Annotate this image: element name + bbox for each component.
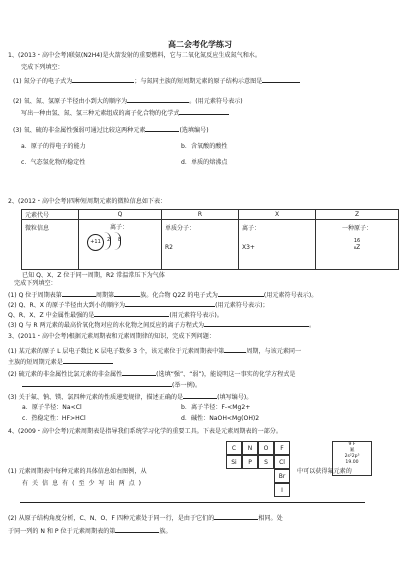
q1-stem: 1、(2013・高中会考)联氨(N2H4)是火箭发射的重要燃料，它与二氧化氮反应生成氮气和水。 <box>8 52 261 59</box>
q2-part2-text: (2) Q、R、X 的原子半径由大到小的顺序为 <box>8 302 126 309</box>
q4-part2-text-d: 族。 <box>159 528 172 535</box>
table-header-r: R <box>162 210 239 220</box>
q2-part2-text-c: Q、R、X、Z 中金属性最强的是 <box>8 312 95 319</box>
element-cell: Si <box>226 455 242 469</box>
q3-part2-text-b: (选填“强”、“弱”)，能说明这一事实的化学方程式是 <box>156 371 296 378</box>
q3-option-c: c．热稳定性：HF>HCl <box>22 415 86 422</box>
q3-stem: 3、(2011・高中会考)根据元素周期表和元素周期律的知识，完成下列问题： <box>8 333 215 340</box>
nucleus-circle: +11 <box>87 234 104 251</box>
element-cell: Br <box>274 469 290 483</box>
particle-info-table <box>21 209 399 270</box>
q3-part3-text: (3) 关于氟、钠、镁、氯四种元素的性质递变规律，描述正确的是 <box>8 394 184 401</box>
q2-part2-text-d: (用元素符号表示)。 <box>169 312 223 319</box>
table-cell-r <box>162 220 239 270</box>
answer-blank[interactable] <box>125 300 215 307</box>
q3-part2-followup <box>22 380 201 390</box>
q2-part1-text-b: 周期第 <box>95 292 115 299</box>
table-cell-q <box>79 220 162 270</box>
q4-part2-followup <box>8 526 172 536</box>
q4-part1-followup: 有 关 信 息 有 ( 至 少 写 出 两 点 ) <box>22 480 143 487</box>
answer-blank[interactable] <box>20 496 365 503</box>
q4-part2-text-b: 相同。处 <box>258 515 283 522</box>
cell-label: 离子： <box>242 225 261 232</box>
z-atom: ₈Z <box>353 244 361 251</box>
cell-label: 单质分子： <box>165 225 196 232</box>
q3-part1-followup <box>8 357 113 367</box>
q3-part2-text-c: (举一例)。 <box>172 382 202 389</box>
q3-part1-text-b: 周期，与该元素同一 <box>246 348 302 355</box>
q1-part2-text: (2) 氧、氮、氢原子半径由小到大的顺序为 <box>13 98 128 105</box>
z-mass-number: 16 <box>353 238 361 244</box>
element-cell: N <box>242 441 258 455</box>
r-molecule: R2 <box>165 244 173 251</box>
q4-part2-text-c: 于同一列的 N 和 P 位于元素周期表的第 <box>8 528 116 535</box>
table-cell-z <box>316 220 399 270</box>
q3-part1-text: (1) 某元素的原子 L 层电子数比 K 层电子数多 3 个，该元素位于元素周期表中第 <box>8 348 225 355</box>
answer-blank[interactable] <box>218 290 264 297</box>
answer-blank[interactable] <box>72 76 134 83</box>
q2-part2-followup <box>8 310 223 320</box>
answer-blank[interactable] <box>62 290 96 297</box>
element-symbol: 9 F <box>348 442 356 447</box>
q3-part2-text: (2) 硫元素的非金属性比氯元素的非金属性 <box>8 371 123 378</box>
element-cell: P <box>242 455 258 469</box>
shell-count: 2 <box>107 237 111 243</box>
answer-blank[interactable] <box>145 125 179 132</box>
q2-part3-text: (3) Q 与 R 两元素的最高价氧化物对应的水化物之间反应的离子方程式为 <box>8 322 205 329</box>
shell-count: 8 <box>118 237 122 243</box>
q1-option-d: d．单质的熔沸点 <box>181 159 228 166</box>
element-cell: O <box>258 441 274 455</box>
q1-part2-text-b: 。(用元素符号表示) <box>189 98 243 105</box>
q3-part3 <box>8 392 252 402</box>
q2-part2 <box>8 300 269 310</box>
q3-option-a: a．原子半径：Na<Cl <box>22 404 82 411</box>
q3-part3-text-b: (填写编号)。 <box>217 394 253 401</box>
q4-stem: 4、(2009・高中会考)元素周期表是指导我们系统学习化学的重要工具。下表是元素周期表的一部分。 <box>8 428 282 435</box>
q2-part2-text-b: (用元素符号表示)； <box>215 302 269 309</box>
answer-blank[interactable] <box>122 369 156 376</box>
answer-blank[interactable] <box>214 513 258 520</box>
table-row-label: 微粒信息 <box>22 220 79 270</box>
q2-intro: 完成下列填空： <box>14 280 57 287</box>
page-title: 高二会考化学练习 <box>168 40 232 49</box>
q4-part2 <box>8 513 283 523</box>
answer-blank[interactable] <box>224 346 246 353</box>
q4-answer-line <box>20 496 365 506</box>
q2-part3 <box>8 320 315 330</box>
q2-part1-text-d: (用元素符号表示)。 <box>263 292 318 299</box>
q2-note: 已知 Q、X、Z 位于同一周期，R2 常温常压下为气体 <box>22 272 165 279</box>
answer-blank[interactable] <box>115 526 159 533</box>
q1-part3-text: (3) 氧、硫的非金属性强弱可通过比较这两种元素 <box>13 127 146 134</box>
q3-option-d: d．碱性：NaOH<Mg(OH)2 <box>181 415 260 422</box>
cell-label: 一种原子： <box>341 225 372 232</box>
cell-label: 离子： <box>110 224 129 231</box>
q3-part1 <box>8 346 301 356</box>
q3-part1-text-c: 主族的短周期元素是 <box>8 359 63 366</box>
answer-blank[interactable] <box>94 310 169 317</box>
element-cell: C <box>226 441 242 455</box>
element-cell: F <box>274 441 290 455</box>
element-cell: Cl <box>274 455 290 469</box>
table-cell-x <box>239 220 316 270</box>
answer-blank[interactable] <box>63 357 113 364</box>
q4-part1: (1) 元素周期表中每种元素的具体信息如右图例，从 <box>8 468 147 475</box>
q1-part2-followup <box>21 108 229 118</box>
answer-blank[interactable] <box>127 96 189 103</box>
q1-part3 <box>13 125 209 135</box>
electron-config: 2s²2p⁵ <box>344 454 360 459</box>
answer-blank[interactable] <box>262 76 300 83</box>
q4-part2-text: (2) 从原子结构角度分析，C、N、O、F 四种元素处于同一行，是由于它们的 <box>8 515 215 522</box>
q3-option-b: b．离子半径：F-<Mg2+ <box>181 404 251 411</box>
q2-part1 <box>8 290 317 300</box>
element-cell: S <box>258 455 274 469</box>
q1-intro: 完成下列填空： <box>21 64 64 71</box>
table-row-label: 元素代号 <box>22 210 79 220</box>
q1-option-b: b．含氧酸的酸性 <box>181 143 228 150</box>
answer-blank[interactable] <box>114 290 140 297</box>
q2-stem: 2、(2012・高中会考)四种短周期元素的微粒信息如下表： <box>8 198 167 205</box>
answer-blank[interactable] <box>22 380 172 387</box>
q1-part2-text-c: 写出一种由氢、氮、氢三种元素组成的离子化合物的化学式 <box>21 110 180 117</box>
element-name: 氟 <box>349 448 355 453</box>
answer-blank[interactable] <box>183 392 217 399</box>
q1-part1 <box>13 76 300 86</box>
q1-part1-text-b: ；与氮同主族的短周期元素的原子结构示意图是 <box>134 78 263 85</box>
q1-part2 <box>13 96 243 106</box>
q1-option-c: c．气态氢化物的稳定性 <box>21 159 86 166</box>
answer-blank[interactable] <box>204 320 309 327</box>
q2-part1-text: (1) Q 位于周期表第 <box>8 292 62 299</box>
table-header-x: X <box>239 210 316 220</box>
table-header-z: Z <box>316 210 399 220</box>
x-ion: X3+ <box>242 244 255 251</box>
q2-part1-text-c: 族。化合物 Q2Z 的电子式为 <box>140 292 218 299</box>
q2-part3-text-b: 。 <box>309 322 316 329</box>
ion-structure-diagram <box>82 220 142 260</box>
atomic-mass: 19.00 <box>345 460 359 465</box>
q1-option-a: a．原子的得电子的能力 <box>21 143 86 150</box>
q4-part1-text-b: 中可以获得氟元素的 <box>297 468 352 475</box>
q3-part2 <box>8 369 295 379</box>
q1-part3-text-b: (选填编号) <box>179 127 209 134</box>
answer-blank[interactable] <box>179 108 229 115</box>
element-cell: I <box>274 483 290 497</box>
table-header-q: Q <box>79 210 162 220</box>
q1-part1-text: (1) 氮分子的电子式为 <box>13 78 73 85</box>
